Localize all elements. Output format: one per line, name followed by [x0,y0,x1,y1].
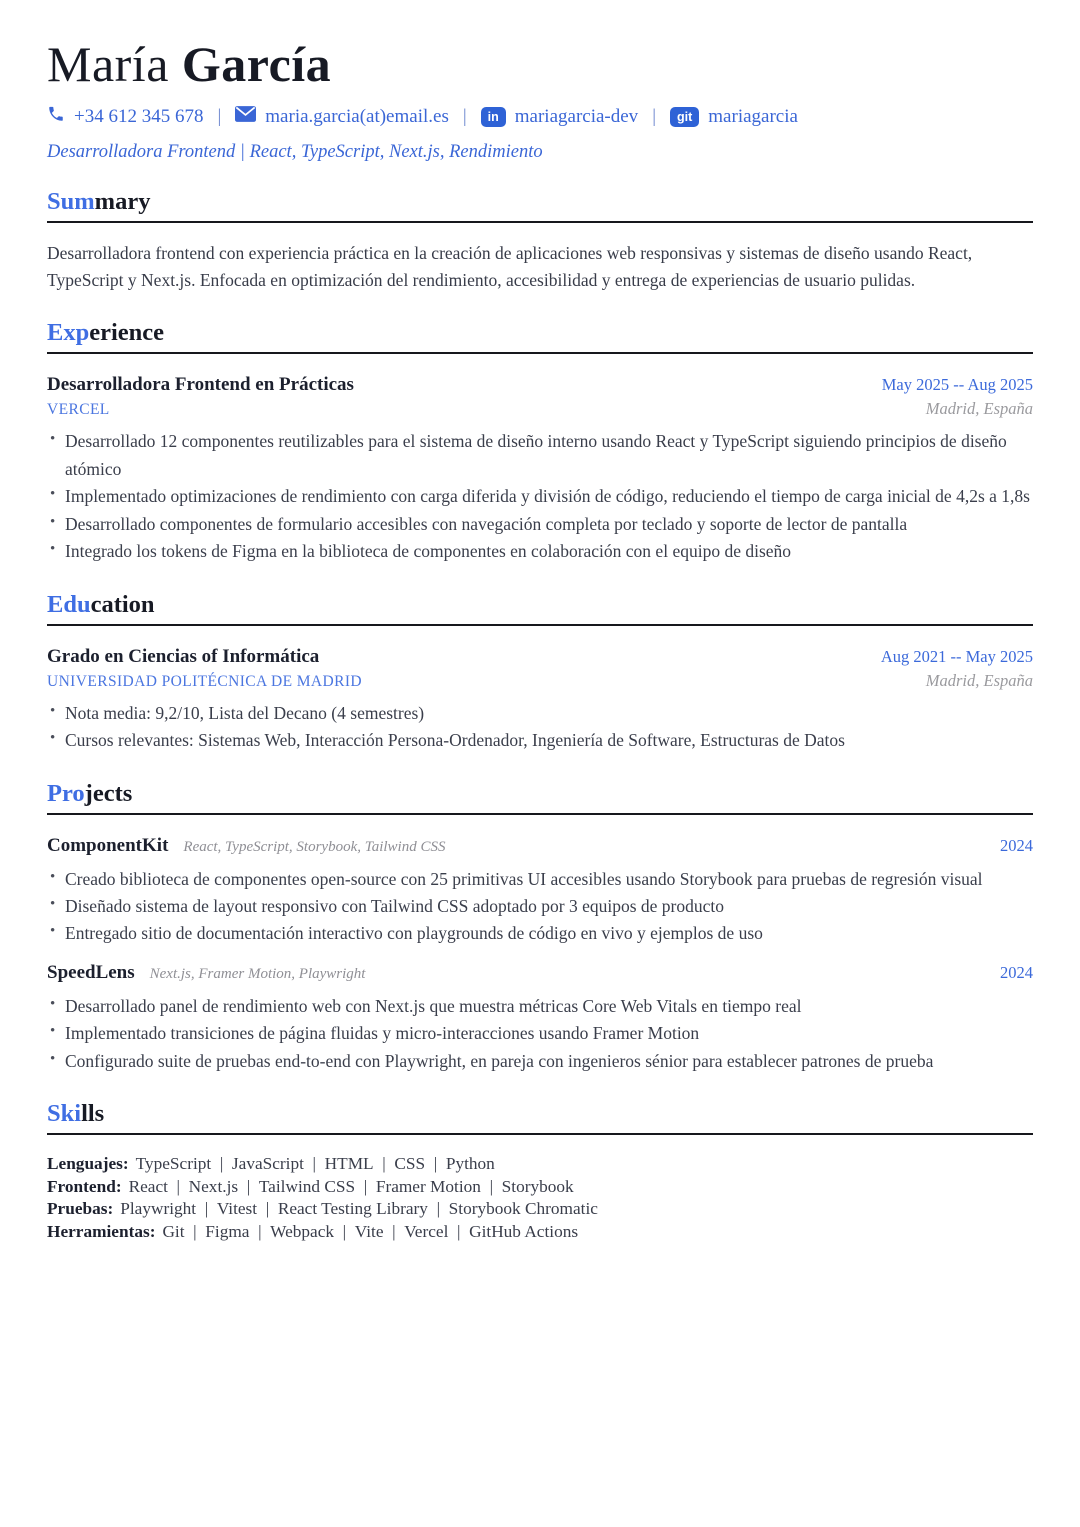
skill-items: React | Next.js | Tailwind CSS | Framer Motion | Storybook [128,1176,574,1196]
skill-label: Herramientas: [47,1221,156,1241]
education-dates: Aug 2021 -- May 2025 [880,646,1033,666]
skill-items: TypeScript | JavaScript | HTML | CSS | Python [135,1154,495,1174]
project-entry-head [47,835,1033,857]
projects-title: Projects [47,780,1033,815]
project-entry-head [47,962,1033,984]
project-year: 2024 [1000,962,1033,982]
project-name: ComponentKit [47,834,169,856]
skill-items: Playwright | Vitest | React Testing Library | Storybook Chromatic [120,1199,598,1219]
experience-entry-head [47,374,1033,396]
github-handle: mariagarcia [708,106,798,127]
degree-name: Grado en Ciencias of Informática [47,645,320,667]
section-summary [47,188,1033,294]
skill-label: Pruebas: [47,1199,114,1219]
bullet-item: • Cursos relevantes: Sistemas Web, Interacción Persona-Ordenador, Ingeniería de Software, Estructuras de Datos [47,727,1033,754]
experience-entry [47,374,1033,565]
skill-label: Frontend: [47,1176,122,1196]
skill-items: Git | Figma | Webpack | Vite | Vercel | GitHub Actions [162,1221,579,1241]
summary-text: Desarrolladora frontend con experiencia práctica en la creación de aplicaciones web responsivas y sistemas de diseño usando React, TypeScript y Next.js. Enfocada en optimización del rendimiento, accesibilidad y entrega de experiencias de usuario pulidas. [47,243,973,291]
resume-header [47,36,1033,163]
bullet-item: • Configurado suite de pruebas end-to-end con Playwright, en pareja con ingenieros sénior para establecer patrones de prueba [47,1048,1033,1075]
linkedin-icon: in [481,107,506,127]
phone-icon [47,105,65,129]
last-name: García [181,36,332,92]
skill-label: Lenguajes: [47,1154,129,1174]
email-address: maria.garcia(at)email.es [265,106,449,127]
company-name: VERCEL [47,401,110,419]
github-link[interactable] [670,106,798,128]
project-stack: Next.js, Framer Motion, Playwright [149,965,366,982]
project-name: SpeedLens [47,961,135,983]
bullet-item: • Diseñado sistema de layout responsivo con Tailwind CSS adoptado por 3 equipos de producto [47,893,1033,920]
education-entry [47,646,1033,755]
job-title: Desarrolladora Frontend en Prácticas [47,374,354,396]
project-entry [47,962,1033,1075]
bullet-item: • Nota media: 9,2/10, Lista del Decano (4 semestres) [47,700,1033,727]
bullet-item: • Implementado transiciones de página fluidas y micro-interacciones usando Framer Motion [47,1020,1033,1047]
bullet-item: • Implementado optimizaciones de rendimiento con carga diferida y división de código, reduciendo el tiempo de carga inicial de 4,2s a 1,8s [47,483,1033,510]
bullet-item: • Integrado los tokens de Figma en la biblioteca de componentes en colaboración con el equipo de diseño [47,538,1033,565]
tagline: Desarrolladora Frontend | React, TypeScript, Next.js, Rendimiento [47,142,543,162]
project-stack: React, TypeScript, Storybook, Tailwind CSS [183,838,446,855]
section-education [47,591,1033,755]
skill-row-testing [47,1200,1033,1219]
experience-title: Experience [47,319,1033,354]
education-title: Education [47,591,1033,626]
email-link[interactable] [235,106,449,128]
experience-bullets [47,428,1033,565]
experience-entry-sub [47,399,1033,419]
school-name: UNIVERSIDAD POLITÉCNICA DE MADRID [47,672,363,690]
project-bullets [47,993,1033,1075]
linkedin-handle: mariagarcia-dev [514,106,639,127]
education-entry-head [47,646,1033,668]
project-bullets [47,866,1033,948]
phone-link[interactable] [47,105,203,129]
contact-row [47,105,1033,129]
skills-block [47,1155,1033,1241]
bullet-item: • Creado biblioteca de componentes open-source con 25 primitivas UI accesibles usando Storybook para pruebas de regresión visual [47,866,1033,893]
section-projects [47,780,1033,1076]
section-skills [47,1100,1033,1241]
bullet-item: • Desarrollado 12 componentes reutilizables para el sistema de diseño interno usando React y TypeScript siguiendo principios de diseño atómico [47,428,1033,483]
page-title [47,36,1033,92]
bullet-item: • Entregado sitio de documentación interactivo con playgrounds de código en vivo y ejemplos de uso [47,920,1033,947]
skill-row-languages [47,1155,1033,1174]
contact-separator: | [217,106,222,127]
email-icon [235,106,256,128]
skill-row-frontend [47,1178,1033,1197]
bullet-item: • Desarrollado panel de rendimiento web con Next.js que muestra métricas Core Web Vitals en tiempo real [47,993,1033,1020]
first-name: María [47,36,169,92]
contact-separator: | [652,106,656,127]
project-year: 2024 [1000,835,1033,855]
summary-title: Summary [47,188,1033,223]
linkedin-link[interactable] [481,106,639,128]
phone-number: +34 612 345 678 [74,106,204,127]
git-icon: git [670,107,699,127]
section-experience [47,319,1033,565]
skills-title: Skills [47,1100,1033,1135]
education-location: Madrid, España [925,670,1033,690]
job-location: Madrid, España [925,399,1033,419]
bullet-item: • Desarrollado componentes de formulario accesibles con navegación completa por teclado y soporte de lector de pantalla [47,511,1033,538]
job-dates: May 2025 -- Aug 2025 [881,375,1033,395]
skill-row-tools [47,1223,1033,1242]
project-entry [47,835,1033,948]
contact-separator: | [462,106,467,127]
education-entry-sub [47,671,1033,691]
education-bullets [47,700,1033,755]
